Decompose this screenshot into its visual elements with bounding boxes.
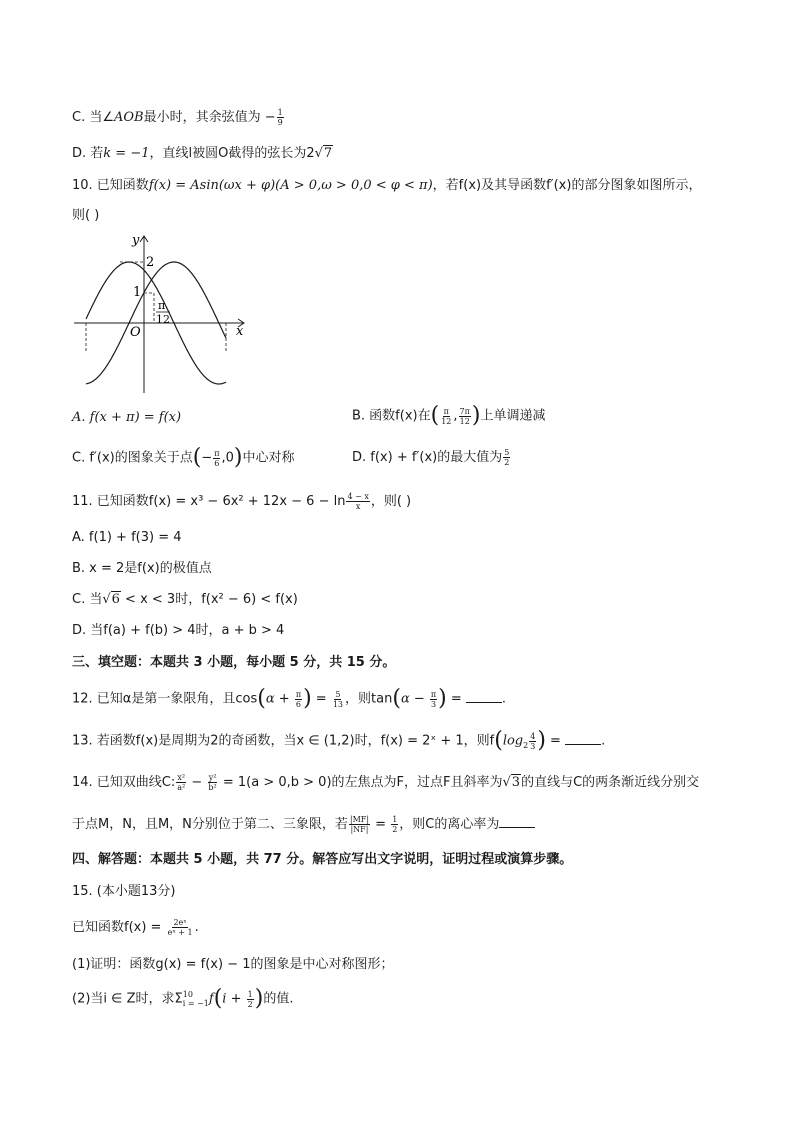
label-pi: π: [158, 299, 166, 312]
q12-answer-blank[interactable]: [466, 690, 502, 703]
x-label: x: [236, 324, 244, 339]
q13: 13. 若函数f(x)是周期为2的奇函数，当x ∈ (1,2)时，f(x) = 2ˣ + 1，则$f(\log_2$ $\frac{4}{3}$ ) = .: [72, 728, 606, 753]
q10-option-c: C. f′(x)的图象关于点(− $\frac{\pi}{6}$ ,0)中心对称: [72, 445, 295, 470]
q10-stem: 10. 已知函数f(x) = Asin(ωx + φ)(A > 0,ω > 0,0 < φ < π)，若f(x)及其导函数f′(x)的部分图象如图所示，: [72, 178, 702, 193]
y-label: y: [132, 233, 140, 248]
q10-option-d: D. f(x) + f′(x)的最大值为 $\frac{5}{2}$: [352, 448, 510, 467]
q12: 12. 已知α是第一象限角，且cos(α + $\frac{\pi}{6}$ ) = $\frac{5}{13}$ ，则tan(α − $\frac{\pi}{3}$ ) = .: [72, 686, 507, 711]
q14-answer-blank[interactable]: [499, 815, 535, 828]
q10-stem-end: 则( ): [72, 208, 100, 223]
q15-part1: (1)证明：函数g(x) = f(x) − 1的图象是中心对称图形；: [72, 957, 394, 972]
q9-option-d: D. 若k = −1，直线l被圆O截得的弦长为2√7: [72, 146, 333, 161]
section-4-heading: 四、解答题：本题共 5 小题，共 77 分。解答应写出文字说明，证明过程或演算步骤。: [72, 852, 573, 867]
q11-option-c: C. 当√6 < x < 3时，f(x² − 6) < f(x): [72, 592, 298, 607]
q14-line2: 于点M，N，且M，N分别位于第二、三象限，若 $\frac{|MF|}{|NF|}$ = $\frac{1}{2}$ ，则C的离心率为: [72, 815, 535, 835]
q15-header: 15. (本小题13分): [72, 884, 176, 899]
q9-option-c: C. 当∠AOB最小时，其余弦值为 − $\frac{1}{9}$: [72, 108, 283, 127]
q11-stem: 11. 已知函数f(x) = x³ − 6x² + 12x − 6 − ln $\frac{4 - x}{x}$ ，则( ): [72, 492, 412, 511]
q11-option-b: B. x = 2是f(x)的极值点: [72, 561, 212, 576]
label-2: 2: [146, 255, 155, 270]
q10-option-b: B. 函数f(x)在( $\frac{\pi}{12}$ , $\frac{7\pi}{12}$ )上单调递减: [352, 403, 546, 428]
q11-option-a: A. f(1) + f(3) = 4: [72, 530, 182, 545]
q9-c-fraction: $\frac{1}{9}$: [277, 108, 283, 127]
q11-option-d: D. 当f(a) + f(b) > 4时，a + b > 4: [72, 623, 285, 638]
label-12: 12: [156, 313, 170, 326]
section-3-heading: 三、填空题：本题共 3 小题，每小题 5 分，共 15 分。: [72, 655, 396, 670]
label-1: 1: [133, 285, 142, 300]
q10-option-a: A. f(x + π) = f(x): [72, 410, 182, 425]
q14-line1: 14. 已知双曲线C: $\frac{\text{x²}}{\text{a²}}$ − $\frac{\text{y²}}{\text{b²}}$ = 1(a > 0,b > 0)的左焦点为F，过点F且斜率为√3的直线与C的两条渐近线分别交: [72, 773, 700, 792]
q10-function-graph: [72, 228, 252, 396]
origin-label: O: [130, 325, 141, 340]
q15-stem: 已知函数f(x) = $\frac{\text{2eˣ}}{\text{eˣ + 1}}$ .: [72, 918, 199, 937]
q15-part2: (2)当i ∈ Z时，求Σ 10 i = −1 f(i + $\frac{1}{2}$ )的值.: [72, 986, 294, 1011]
q13-answer-blank[interactable]: [565, 732, 601, 745]
